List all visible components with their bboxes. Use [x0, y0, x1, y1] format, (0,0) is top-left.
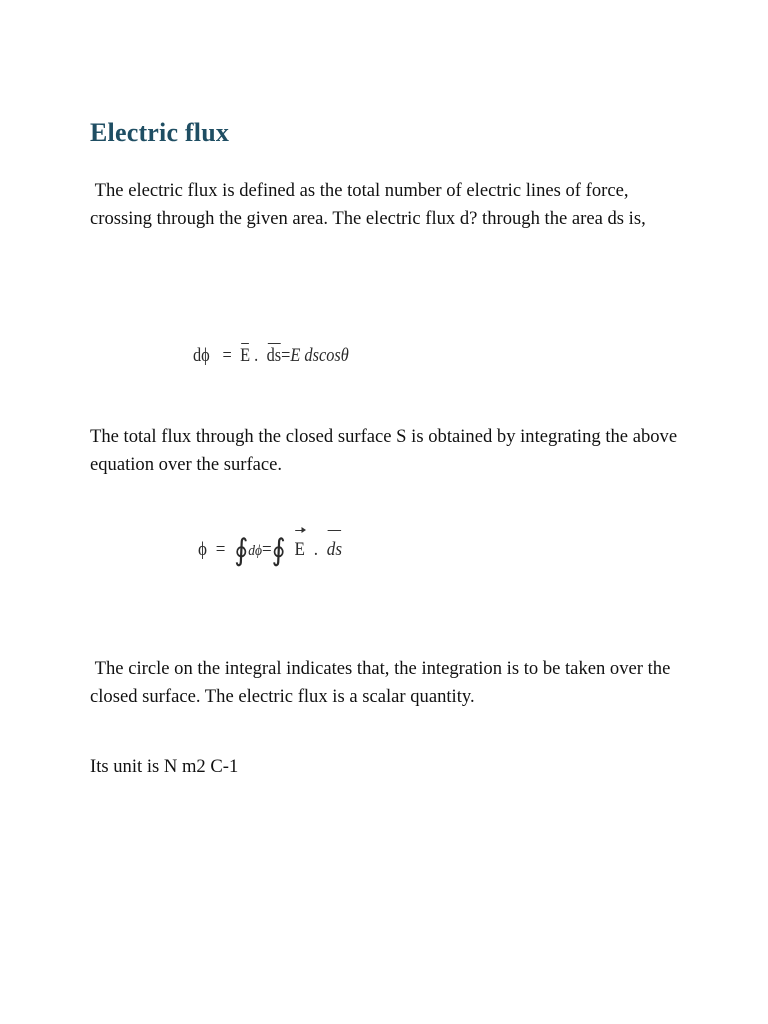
eq2-equals-2: =: [262, 539, 272, 560]
page-title: Electric flux: [90, 118, 230, 147]
eq2-dot: .: [313, 539, 319, 560]
closed-integral-symbol: ∮: [234, 534, 249, 567]
eq1-equals-2: =: [281, 345, 291, 366]
eq1-rhs: E dscosθ: [290, 345, 349, 366]
eq1-e-vector: E: [240, 341, 250, 371]
eq2-dphi: dϕ: [248, 543, 263, 559]
eq1-equals: =: [222, 345, 232, 366]
equation-total-flux: [198, 528, 342, 573]
eq2-equals: =: [215, 539, 226, 560]
paragraph-closed-surface: The circle on the integral indicates that, the integration is to be taken over the closed surface. The electric flux is a scalar quantity.: [90, 658, 675, 707]
eq1-lhs: dϕ: [193, 345, 210, 366]
paragraph-definition: The electric flux is defined as the total number of electric lines of force, crossing through the given area. The electric flux d? through the area ds is,: [90, 180, 646, 229]
eq2-e-vector: E: [295, 528, 305, 572]
eq2-lhs: ϕ: [198, 539, 208, 560]
paragraph-total-flux: The total flux through the closed surface S is obtained by integrating the above equation over the surface.: [90, 426, 682, 475]
paragraph-unit: Its unit is N m2 C-1: [90, 756, 239, 777]
closed-integral-symbol-2: ∮: [271, 534, 286, 567]
eq1-ds-vector: ds: [267, 341, 282, 371]
eq1-dot: .: [254, 345, 259, 366]
eq2-ds-vector: ds: [327, 528, 342, 572]
equation-flux-element: [193, 341, 349, 371]
